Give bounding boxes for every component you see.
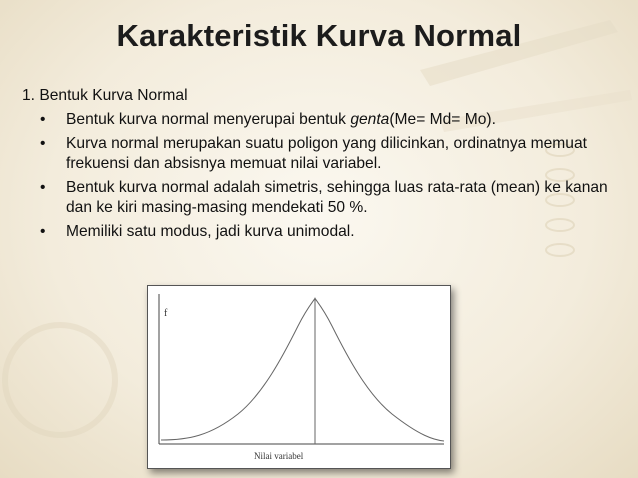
bullet-text-emphasis: genta	[350, 111, 390, 128]
section-heading: 1. Bentuk Kurva Normal	[22, 87, 188, 104]
normal-curve-diagram	[148, 286, 450, 468]
bullet-dot-icon: •	[40, 111, 46, 128]
bullet-item	[22, 110, 622, 130]
bullet-item	[22, 134, 622, 174]
slide-title: Karakteristik Kurva Normal	[116, 18, 522, 53]
x-axis-label: Nilai variabel	[254, 451, 304, 461]
bullet-dot-icon: •	[40, 135, 46, 152]
bullet-dot-icon: •	[40, 179, 46, 196]
normal-curve-figure	[147, 285, 451, 469]
bell-curve	[161, 298, 444, 441]
bullet-item	[22, 222, 622, 242]
bullet-text-part: Bentuk kurva normal menyerupai bentuk	[66, 111, 351, 128]
bullet-text: Memiliki satu modus, jadi kurva unimodal.	[66, 223, 355, 240]
bullet-text: Kurva normal merupakan suatu poligon yang dilicinkan, ordinatnya memuat frekuensi dan absisnya memuat nilai variabel.	[66, 135, 587, 172]
bullet-dot-icon: •	[40, 223, 46, 240]
bullet-list	[22, 110, 622, 242]
slide-content	[22, 86, 622, 246]
y-axis-label: f	[164, 308, 168, 319]
bullet-item	[22, 178, 622, 218]
bullet-text-part: (Me= Md= Mo).	[389, 111, 496, 128]
bullet-text: Bentuk kurva normal adalah simetris, sehingga luas rata-rata (mean) ke kanan dan ke kiri masing-masing mendekati 50 %.	[66, 179, 608, 216]
